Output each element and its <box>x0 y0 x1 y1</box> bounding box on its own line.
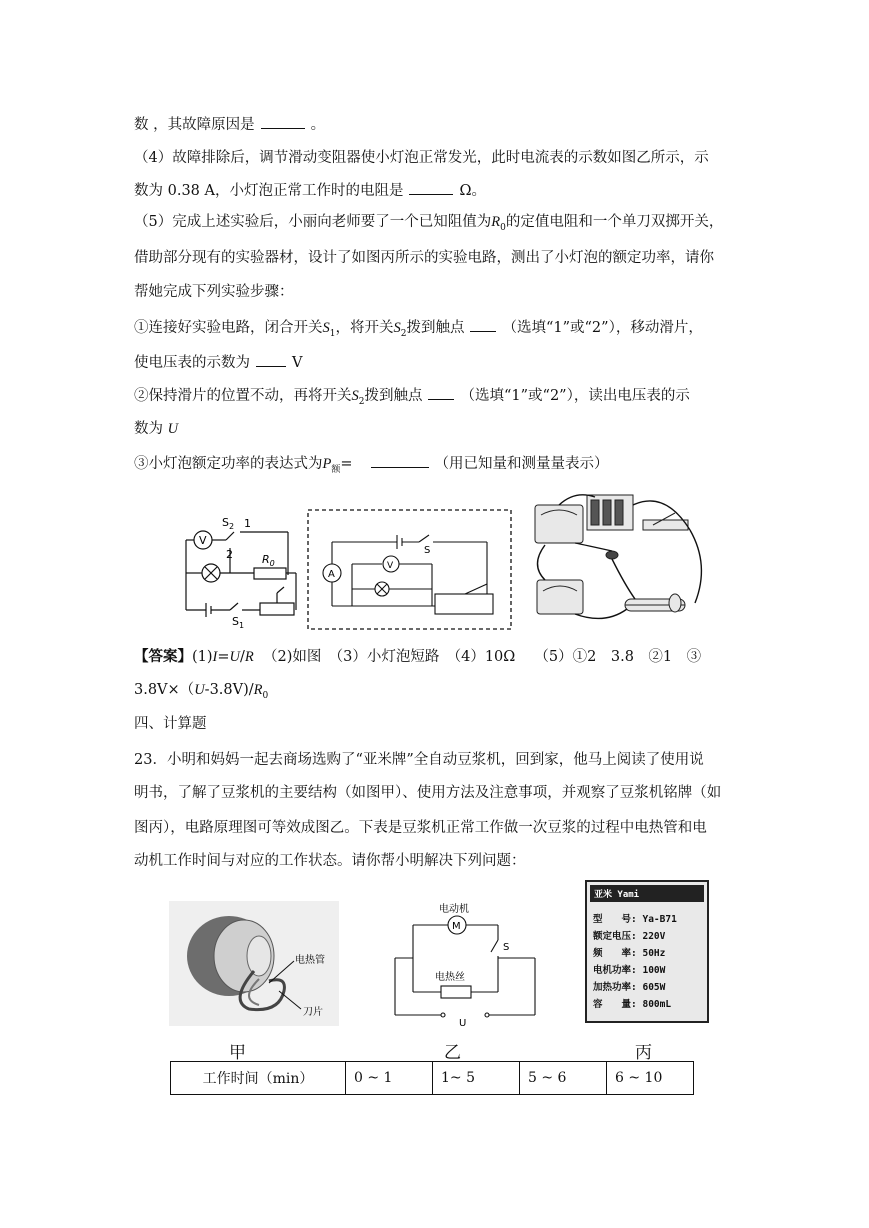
soymilk-maker-circuit <box>393 900 543 1030</box>
text: （4）故障排除后，调节滑动变阻器使小灯泡正常发光，此时电流表的示数如图乙所示，示 <box>134 150 709 166</box>
nameplate-brand: 亚米 Yami <box>590 885 704 902</box>
answer-blank <box>371 453 429 468</box>
ammeter-label: A <box>328 569 335 580</box>
text-line <box>134 783 721 803</box>
table-cell: 5 ~ 6 <box>520 1062 607 1095</box>
table-cell: 1~ 5 <box>433 1062 520 1095</box>
text-line <box>134 385 690 412</box>
text-line <box>134 148 709 168</box>
text: 拨到触点 <box>406 320 465 336</box>
text: 数为 0.38 A，小灯泡正常工作时的电阻是 <box>134 183 404 199</box>
answer-label: 【答案】 <box>134 648 192 665</box>
text: （用已知量和测量量表示） <box>434 456 609 472</box>
symbol: U <box>167 421 179 437</box>
text: 数 ，其故障原因是 <box>134 117 255 133</box>
answer-blank <box>470 317 496 332</box>
text: （5）完成上述实验后，小丽向老师要了一个已知阻值为 <box>134 214 492 230</box>
symbol: R <box>491 214 501 230</box>
table-row <box>171 1062 694 1095</box>
symbol: S <box>351 388 359 404</box>
subscript: 1 <box>329 328 336 339</box>
text: Ω。 <box>459 183 487 199</box>
symbol: P <box>322 456 332 472</box>
switch-label: $S_2$ <box>222 516 235 531</box>
text-line <box>134 453 609 480</box>
subscript: 2 <box>358 396 365 407</box>
symbol: U <box>229 649 241 665</box>
nameplate-row: 型 号: Ya-B71 <box>593 914 677 925</box>
nameplate-row: 加热功率: 605W <box>593 982 666 993</box>
text-line <box>134 180 486 201</box>
contact-1-label: 1 <box>244 517 251 530</box>
table-cell: 0 ~ 1 <box>346 1062 433 1095</box>
motor-label: 电动机 <box>439 904 469 915</box>
text: 图丙），电路原理图可等效成图乙。下表是豆浆机正常工作做一次豆浆的过程中电热管和电 <box>134 820 707 836</box>
text-line <box>134 248 714 268</box>
answer-blank <box>261 114 305 129</box>
answer-line <box>134 647 701 667</box>
nameplate-row: 额定电压: 220V <box>593 931 666 942</box>
text: = <box>340 456 353 472</box>
apparatus-illustration <box>515 485 715 630</box>
text: 借助部分现有的实验器材，设计了如图丙所示的实验电路，测出了小灯泡的额定功率，请你 <box>134 250 714 266</box>
text: （选填“1”或“2”），读出电压表的示 <box>460 388 690 404</box>
nameplate-rows <box>587 905 707 1013</box>
text: ③小灯泡额定功率的表达式为 <box>134 456 323 472</box>
switch-label: $S_1$ <box>232 615 245 630</box>
text: -3.8V)/ <box>204 682 254 698</box>
work-time-table <box>170 1061 694 1095</box>
circuit-diagram-dashed <box>307 509 512 630</box>
text: ，将开关 <box>335 320 394 336</box>
text: 3.8V×（ <box>134 682 195 698</box>
answer-blank <box>409 180 453 195</box>
text: V <box>292 355 303 371</box>
blade-label: 刀片 <box>303 1007 323 1018</box>
table-header-cell: 工作时间（min） <box>171 1062 346 1095</box>
nameplate-row: 频 率: 50Hz <box>593 948 666 959</box>
resistor-label: $R_0$ <box>262 553 275 568</box>
text-line <box>134 282 294 302</box>
voltmeter-label: V <box>387 561 394 571</box>
nameplate-row: 电机功率: 100W <box>593 965 666 976</box>
caption-jia: 甲 <box>229 1043 246 1063</box>
switch-label: S <box>503 942 510 953</box>
text-line <box>134 212 723 238</box>
text: ②保持滑片的位置不动，再将开关 <box>134 388 352 404</box>
voltage-label: U <box>459 1018 467 1029</box>
text: / <box>240 649 245 665</box>
text: 数为 <box>134 421 163 437</box>
caption-yi: 乙 <box>444 1043 461 1063</box>
subscript: 额 <box>331 464 341 475</box>
symbol: U <box>194 682 205 698</box>
contact-2-label: 2 <box>226 548 233 561</box>
caption-bing: 丙 <box>635 1043 652 1063</box>
subscript: 0 <box>500 222 506 233</box>
symbol: R <box>253 682 263 698</box>
symbol: R <box>244 649 254 665</box>
text: （2)如图 （3）小灯泡短路 （4）10Ω （5）①2 3.8 ②1 ③ <box>263 649 702 665</box>
table-cell: 6 ~ 10 <box>607 1062 694 1095</box>
text: (1) <box>192 649 213 665</box>
text-line <box>134 317 703 344</box>
text: 拨到触点 <box>364 388 423 404</box>
section-heading <box>134 714 207 734</box>
voltmeter-label: V <box>199 534 207 547</box>
heater-wire-label: 电热丝 <box>435 972 465 983</box>
heater-label: 电热管 <box>295 955 325 966</box>
symbol: I <box>212 649 218 665</box>
subscript: 0 <box>262 690 269 701</box>
answer-blank <box>256 352 286 367</box>
answer-blank <box>428 385 454 400</box>
text: 的定值电阻和一个单刀双掷开关， <box>505 214 724 230</box>
nameplate-row: 容 量: 800mL <box>593 999 672 1010</box>
symbol: S <box>393 320 401 336</box>
text: 使电压表的示数为 <box>134 355 250 371</box>
text: = <box>217 649 230 665</box>
text-line <box>134 419 178 439</box>
text-line <box>134 851 526 871</box>
text-line <box>134 352 302 373</box>
text: 23．小明和妈妈一起去商场选购了“亚米牌”全自动豆浆机，回到家，他马上阅读了使用说 <box>134 752 704 768</box>
text: 动机工作时间与对应的工作状态。请你帮小明解决下列问题： <box>134 853 526 869</box>
text: （选填“1”或“2”），移动滑片， <box>502 320 703 336</box>
text: 四、计算题 <box>134 716 207 732</box>
circuit-diagram-bing <box>178 515 308 630</box>
text-line <box>134 750 704 770</box>
text-line <box>134 114 325 135</box>
symbol: S <box>322 320 330 336</box>
text: 帮她完成下列实验步骤： <box>134 284 294 300</box>
switch-label: S <box>424 545 431 556</box>
nameplate <box>585 880 709 1023</box>
text: 。 <box>310 117 326 133</box>
text: 明书，了解了豆浆机的主要结构（如图甲）、使用方法及注意事项，并观察了豆浆机铭牌（如 <box>134 785 722 801</box>
subscript: 2 <box>400 328 407 339</box>
text-line <box>134 818 707 838</box>
motor-symbol: M <box>452 921 461 932</box>
soymilk-maker-photo <box>169 901 339 1026</box>
text: ①连接好实验电路，闭合开关 <box>134 320 323 336</box>
answer-line <box>134 680 268 706</box>
